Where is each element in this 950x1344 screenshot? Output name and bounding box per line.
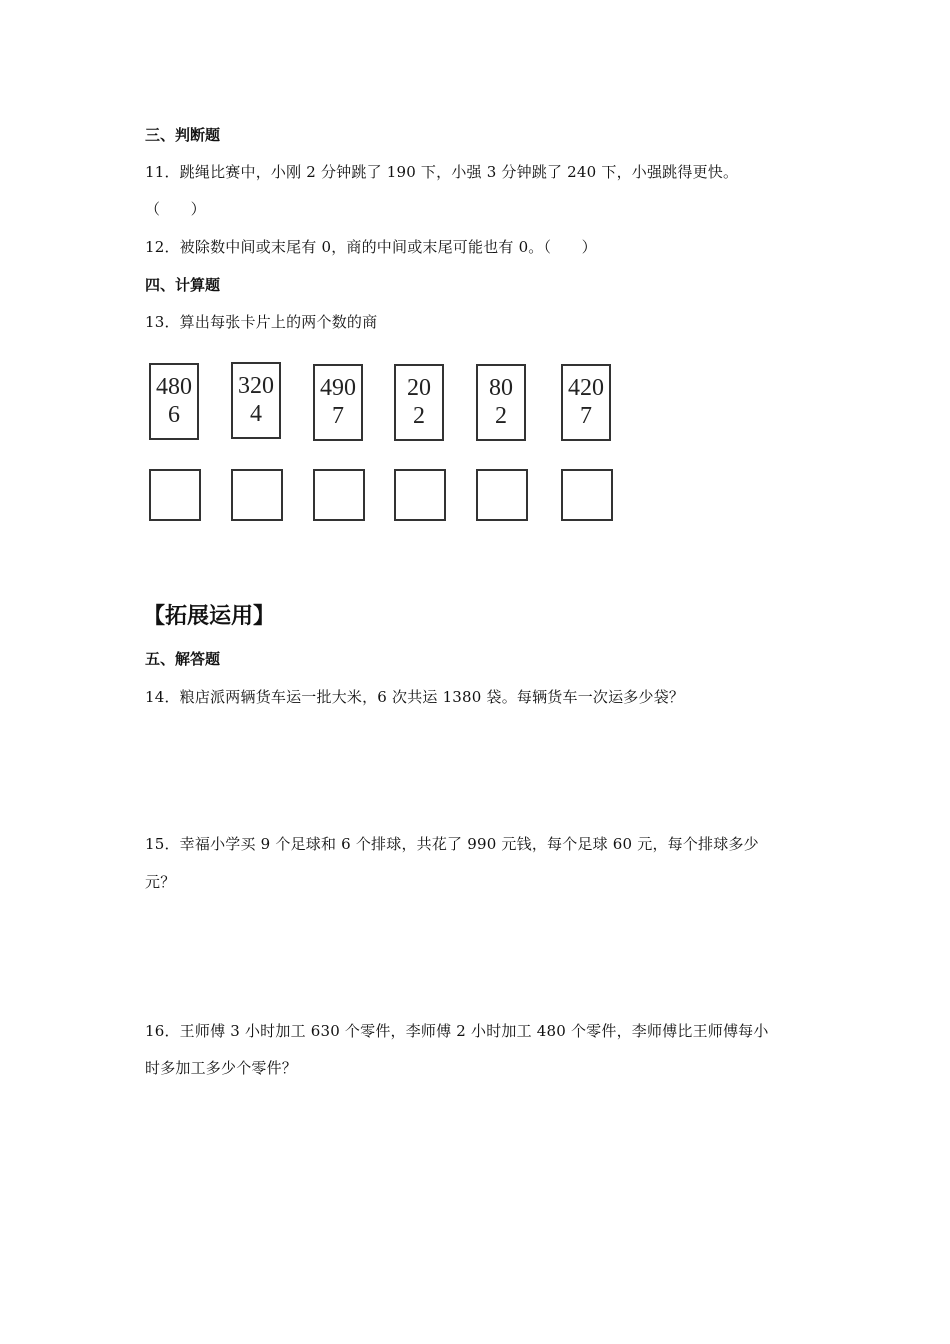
number-card bbox=[313, 364, 363, 441]
card-dividend: 80 bbox=[489, 374, 513, 401]
answer-box-1[interactable] bbox=[149, 469, 201, 521]
card-dividend: 20 bbox=[407, 374, 431, 401]
card-divisor: 2 bbox=[495, 402, 507, 429]
question-11-answer-blank: （ ） bbox=[145, 200, 206, 218]
answer-box-5[interactable] bbox=[476, 469, 528, 521]
question-13-text: 13．算出每张卡片上的两个数的商 bbox=[145, 313, 378, 331]
question-14-text: 14．粮店派两辆货车运一批大米，6 次共运 1380 袋。每辆货车一次运多少袋？ bbox=[145, 688, 685, 706]
card-divisor: 7 bbox=[332, 402, 344, 429]
answer-box-2[interactable] bbox=[231, 469, 283, 521]
question-16-text-continued: 时多加工多少个零件？ bbox=[145, 1059, 298, 1077]
card-dividend: 480 bbox=[156, 373, 192, 400]
number-card bbox=[476, 364, 526, 441]
section-heading-word-problems: 五、解答题 bbox=[145, 650, 221, 668]
card-divisor: 4 bbox=[250, 400, 262, 427]
card-divisor: 2 bbox=[413, 402, 425, 429]
question-12-text: 12．被除数中间或末尾有 0，商的中间或末尾可能也有 0。（ ） bbox=[145, 238, 597, 256]
number-card bbox=[561, 364, 611, 441]
section-heading-judgment: 三、判断题 bbox=[145, 126, 221, 144]
card-dividend: 420 bbox=[568, 374, 604, 401]
answer-box-4[interactable] bbox=[394, 469, 446, 521]
answer-box-6[interactable] bbox=[561, 469, 613, 521]
question-15-text: 15．幸福小学买 9 个足球和 6 个排球，共花了 990 元钱，每个足球 60 元，每个排球多少 bbox=[145, 835, 759, 853]
extension-heading: 【拓展运用】 bbox=[143, 604, 276, 629]
number-card bbox=[149, 363, 199, 440]
answer-box-3[interactable] bbox=[313, 469, 365, 521]
number-card bbox=[231, 362, 281, 439]
card-dividend: 320 bbox=[238, 372, 274, 399]
question-11-text: 11．跳绳比赛中，小刚 2 分钟跳了 190 下，小强 3 分钟跳了 240 下，小强跳得更快。 bbox=[145, 163, 739, 181]
number-card bbox=[394, 364, 444, 441]
card-divisor: 7 bbox=[580, 402, 592, 429]
card-dividend: 490 bbox=[320, 374, 356, 401]
question-15-text-continued: 元？ bbox=[145, 873, 176, 891]
section-heading-calculation: 四、计算题 bbox=[145, 276, 221, 294]
card-divisor: 6 bbox=[168, 401, 180, 428]
question-16-text: 16．王师傅 3 小时加工 630 个零件，李师傅 2 小时加工 480 个零件，李师傅比王师傅每小 bbox=[145, 1022, 769, 1040]
